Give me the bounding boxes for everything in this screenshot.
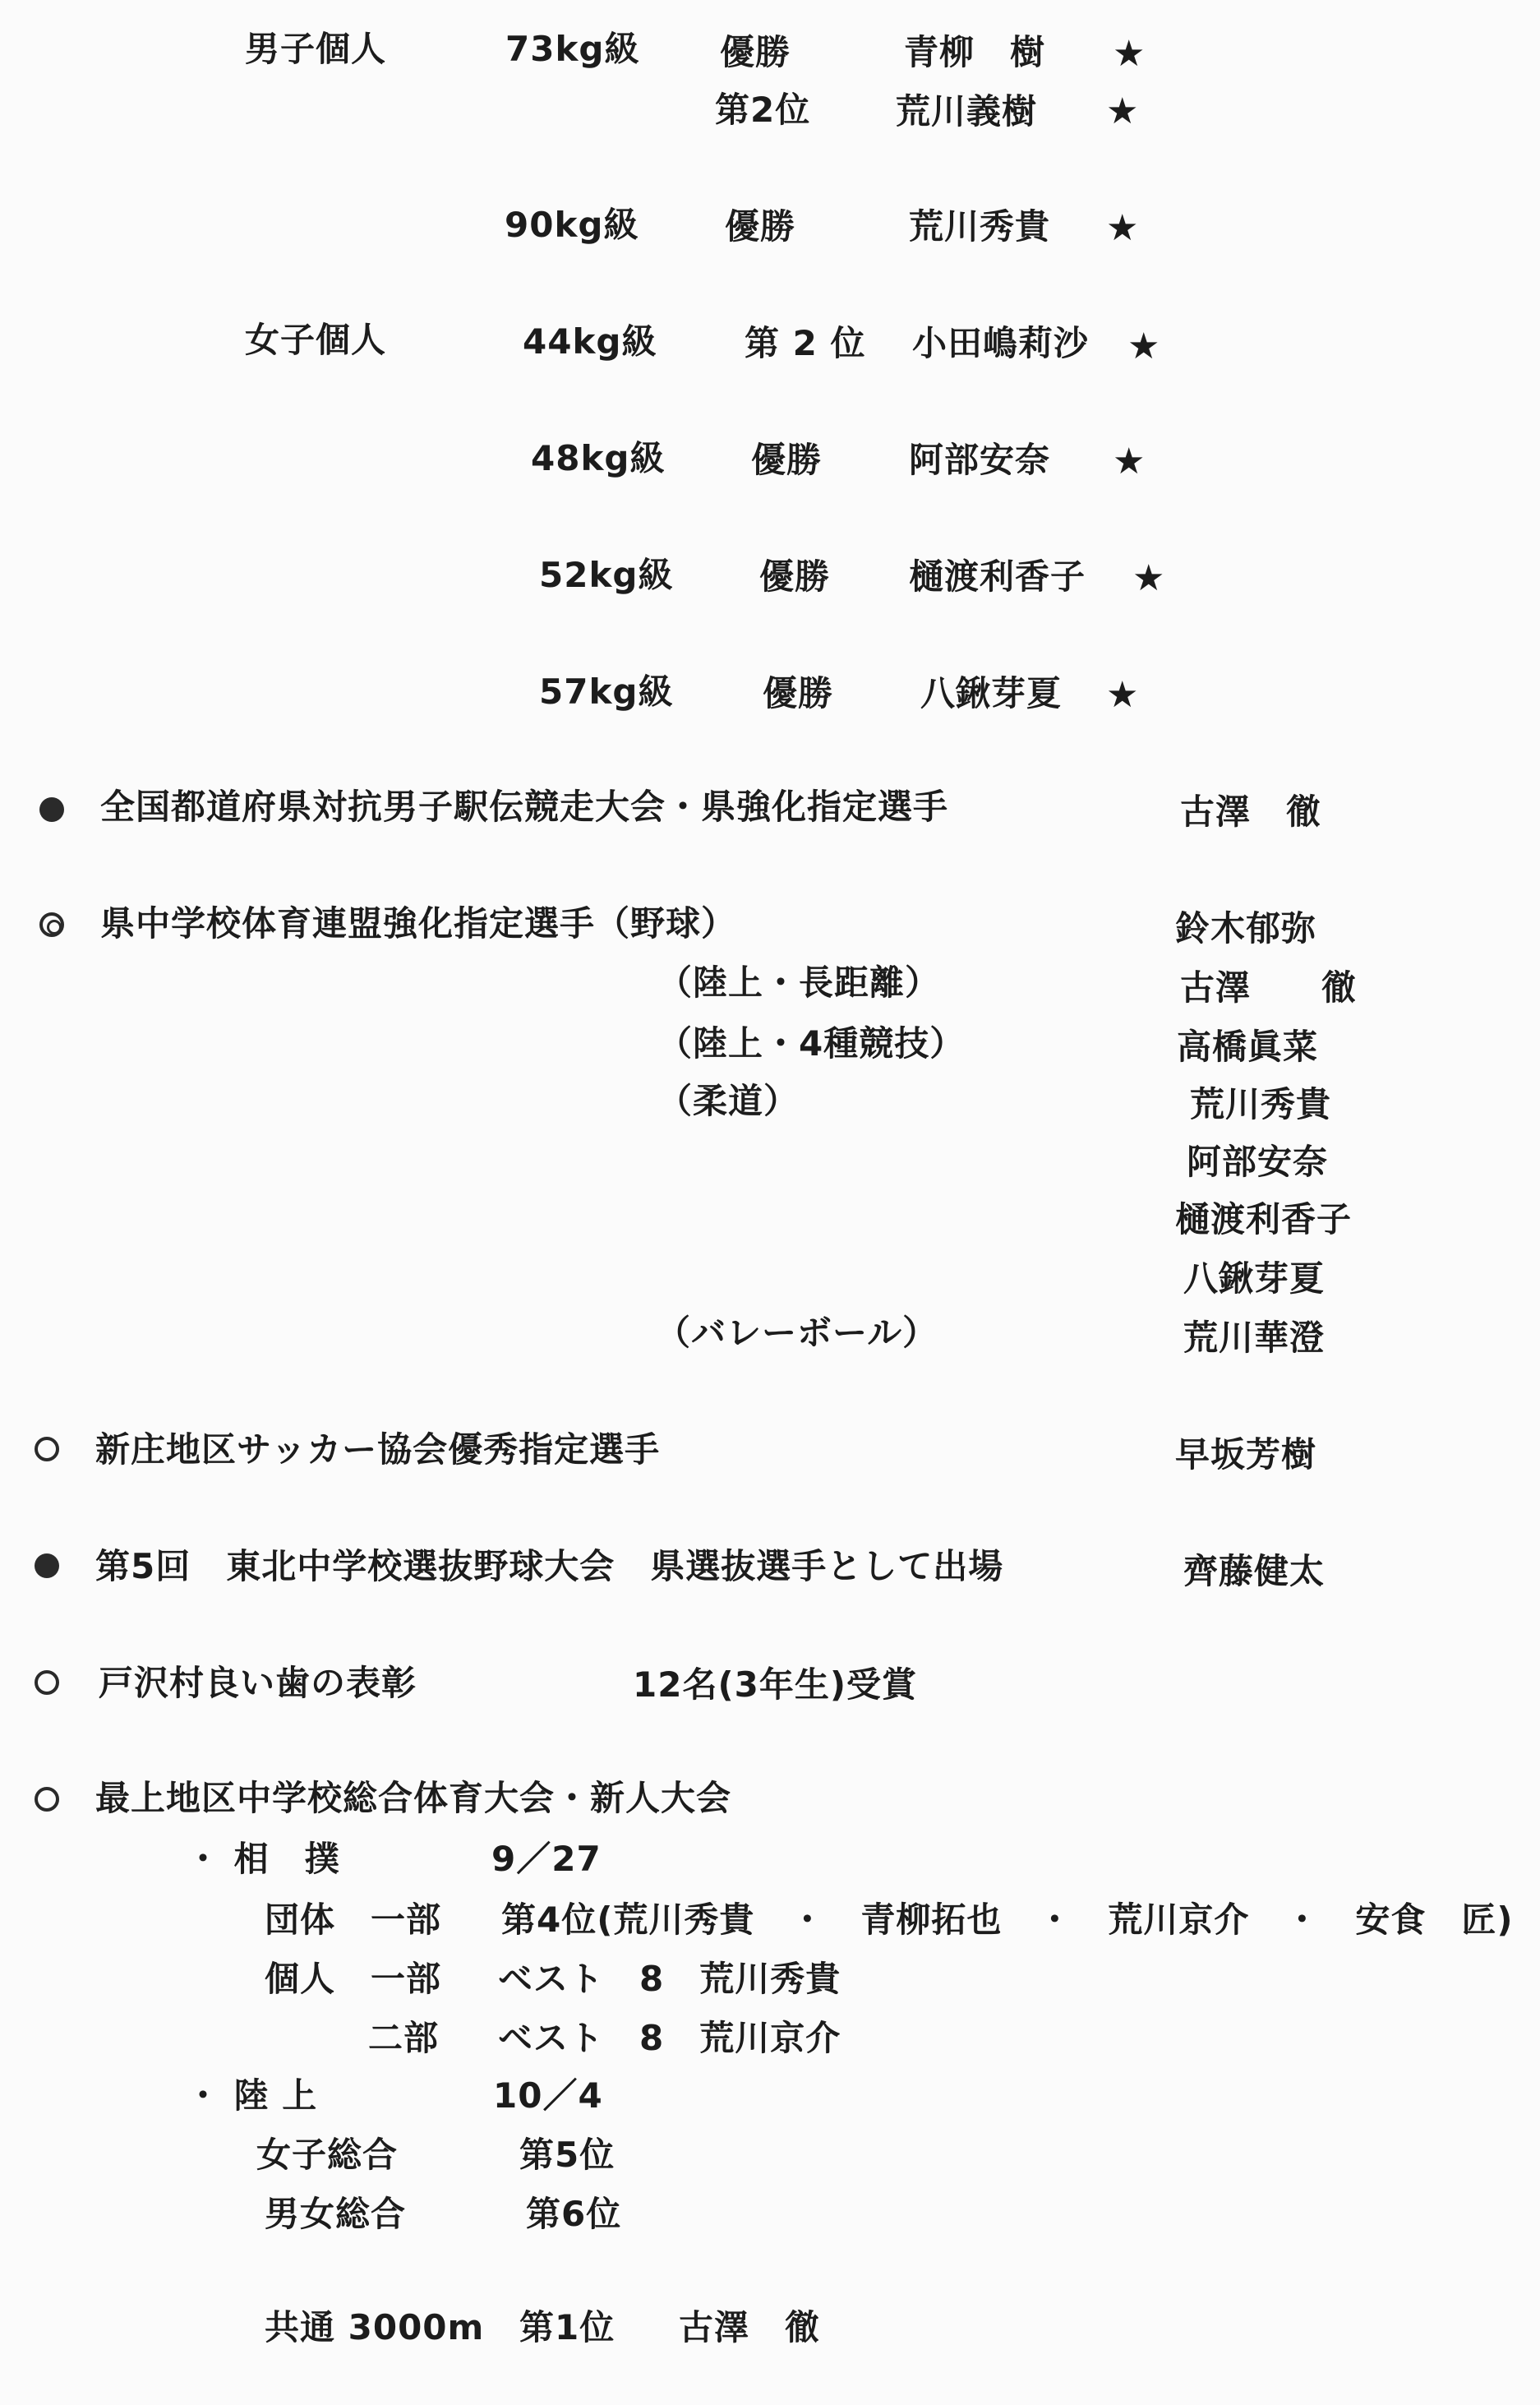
result-value: 第6位 (526, 2194, 622, 2234)
sport-category: （柔道） (657, 1081, 800, 1121)
athlete-name: 小田嶋莉沙 (912, 323, 1090, 363)
event-name: 共通 3000m (265, 2307, 485, 2347)
athlete-name: 齊藤健太 (1183, 1551, 1326, 1591)
weight-class: 44kg級 (523, 321, 657, 362)
section-heading: 全国都道府県対抗男子駅伝競走大会・県強化指定選手 (100, 787, 949, 827)
star-icon: ★ (1106, 207, 1140, 249)
result-value: ベスト 8 荒川秀貴 (498, 1959, 841, 1999)
result-label: 女子総合 (256, 2135, 399, 2175)
sport-category: （バレーボール） (656, 1313, 938, 1353)
placement: 優勝 (720, 32, 791, 72)
athlete-name: 古澤 徹 (679, 2307, 821, 2347)
weight-class: 90kg級 (505, 205, 639, 245)
double-circle-bullet-icon (39, 912, 64, 937)
result-label: 個人 一部 (265, 1959, 442, 1999)
star-icon: ★ (1113, 33, 1146, 75)
award-detail: 12名(3年生)受賞 (633, 1664, 918, 1705)
weight-class: 73kg級 (505, 29, 640, 69)
section-heading: 最上地区中学校総合体育大会・新人大会 (95, 1778, 732, 1818)
star-icon: ★ (1113, 441, 1146, 482)
section-heading: 第5回 東北中学校選抜野球大会 県選抜選手として出場 (95, 1546, 1004, 1586)
open-circle-bullet-icon (35, 1670, 59, 1695)
girls-individual-label: 女子個人 (245, 320, 387, 360)
star-icon: ★ (1106, 90, 1140, 132)
athlete-name: 樋渡利香子 (909, 556, 1086, 597)
athlete-name: 早坂芳樹 (1175, 1434, 1317, 1475)
result-value: 第5位 (519, 2135, 616, 2175)
star-icon: ★ (1106, 674, 1140, 716)
result-label: 団体 一部 (265, 1900, 442, 1940)
open-circle-bullet-icon (35, 1787, 59, 1812)
athlete-name: 樋渡利香子 (1175, 1199, 1353, 1239)
result-label: 男女総合 (265, 2194, 407, 2234)
star-icon: ★ (1132, 557, 1166, 599)
athlete-name: 荒川秀貴 (1190, 1084, 1332, 1124)
event-date: 9／27 (491, 1839, 602, 1879)
filled-circle-bullet-icon (35, 1553, 59, 1578)
placement: 優勝 (759, 556, 831, 597)
athlete-name: 高橋眞菜 (1177, 1027, 1319, 1067)
section-heading: 新庄地区サッカー協会優秀指定選手 (95, 1429, 661, 1470)
athlete-name: 古澤 徹 (1180, 792, 1322, 832)
placement: 優勝 (751, 440, 823, 480)
weight-class: 57kg級 (539, 672, 674, 712)
athlete-name: 阿部安奈 (1187, 1142, 1329, 1182)
athlete-name: 八鍬芽夏 (920, 673, 1063, 713)
filled-circle-bullet-icon (39, 797, 64, 822)
track-label: ・ 陸 上 (186, 2075, 318, 2116)
section-heading: 戸沢村良い歯の表彰 (99, 1663, 417, 1703)
athlete-name: 八鍬芽夏 (1183, 1258, 1326, 1299)
sport-category: （陸上・4種競技） (657, 1023, 966, 1064)
placement: 優勝 (725, 206, 796, 247)
section-heading: 県中学校体育連盟強化指定選手（野球） (100, 903, 737, 944)
event-date: 10／4 (493, 2075, 603, 2116)
star-icon: ★ (1127, 325, 1161, 367)
result-label: 二部 (368, 2018, 440, 2058)
athlete-name: 荒川秀貴 (909, 206, 1051, 247)
placement: 優勝 (763, 673, 834, 713)
boys-individual-label: 男子個人 (245, 29, 387, 69)
athlete-name: 阿部安奈 (909, 440, 1051, 480)
open-circle-bullet-icon (35, 1437, 59, 1461)
sport-category: （陸上・長距離） (657, 962, 941, 1003)
weight-class: 48kg級 (531, 438, 666, 478)
weight-class: 52kg級 (539, 555, 674, 595)
athlete-name: 荒川華澄 (1183, 1318, 1326, 1358)
athlete-name: 青柳 樹 (904, 32, 1046, 72)
event-place: 第1位 (519, 2307, 616, 2347)
result-value: 第4位(荒川秀貴 ・ 青柳拓也 ・ 荒川京介 ・ 安食 匠) (501, 1900, 1514, 1940)
placement: 第2位 (715, 90, 811, 130)
sumo-label: ・ 相 撲 (186, 1839, 340, 1879)
athlete-name: 古澤 徹 (1180, 967, 1358, 1008)
placement: 第 2 位 (745, 323, 866, 363)
athlete-name: 荒川義樹 (896, 91, 1038, 132)
athlete-name: 鈴木郁弥 (1175, 908, 1317, 949)
result-value: ベスト 8 荒川京介 (498, 2018, 841, 2058)
